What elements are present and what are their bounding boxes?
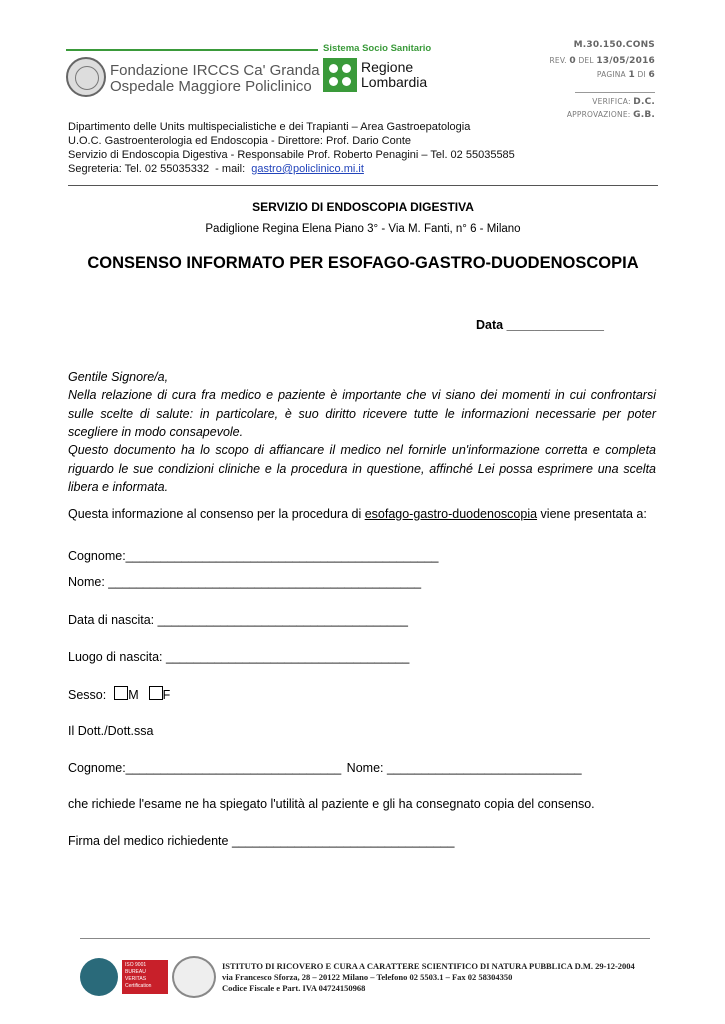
intro-paragraph1: Nella relazione di cura fra medico e paziente è importante che vi siano dei momenti in cui confrontarsi sulle scelte di salute: in particolare, è suo diritto ricevere tutte le informazioni necessarie per poter scegliere in modo consapevole. <box>68 388 656 439</box>
sex-m-label: M <box>128 688 139 702</box>
department-line3: Servizio di Endoscopia Digestiva - Responsabile Prof. Roberto Penagini – Tel. 02 55035585 <box>68 149 515 161</box>
document-title: CONSENSO INFORMATO PER ESOFAGO-GASTRO-DUODENOSCOPIA <box>87 254 639 272</box>
sex-f-checkbox[interactable] <box>149 686 163 700</box>
footer-line2: via Francesco Sforza, 28 – 20122 Milano – Telefono 02 5503.1 – Fax 02 58304350 <box>222 972 513 982</box>
header-divider <box>68 185 658 186</box>
sistema-label: Sistema Socio Sanitario <box>323 43 432 54</box>
approvazione: APPROVAZIONE: G.B. <box>566 110 655 120</box>
page-indicator: PAGINA 1 DI 6 <box>596 70 655 80</box>
fondazione-name <box>110 63 320 95</box>
accredia-logo-icon <box>80 958 118 996</box>
certification-stamp-icon <box>172 956 216 998</box>
department-line1: Dipartimento delle Units multispecialistiche e dei Trapianti – Area Gastroepatologia <box>68 121 471 133</box>
patient-nome-field[interactable]: Nome: _____________________________________________ <box>68 575 422 589</box>
date-field[interactable]: Data ______________ <box>476 318 604 332</box>
sex-m-checkbox[interactable] <box>114 686 128 700</box>
doctor-name-fields <box>68 761 582 775</box>
footer-line1: ISTITUTO DI RICOVERO E CURA A CARATTERE SCIENTIFICO DI NATURA PUBBLICA D.M. 29-12-2004 <box>222 961 635 971</box>
fondazione-line2: Ospedale Maggiore Policlinico <box>110 78 312 95</box>
department-line4: Segreteria: Tel. 02 55035332 - mail: gastro@policlinico.mi.it <box>68 163 364 175</box>
regione-line2: Lombardia <box>361 74 428 90</box>
bureau-veritas-badge: ISO 9001 BUREAU VERITAS Certification <box>122 960 168 994</box>
department-line2: U.O.C. Gastroenterologia ed Endoscopia - Direttore: Prof. Dario Conte <box>68 135 411 147</box>
service-address: Padiglione Regina Elena Piano 3° - Via M. Fanti, n° 6 - Milano <box>205 223 521 235</box>
doctor-nome-field[interactable]: Nome: ____________________________ <box>346 761 582 775</box>
header-green-rule <box>66 49 318 51</box>
consent-statement: che richiede l'esame ne ha spiegato l'utilità al paziente e gli ha consegnato copia del consenso. <box>68 797 595 811</box>
footer-divider <box>80 938 650 939</box>
verifica: VERIFICA: D.C. <box>592 97 655 107</box>
procedure-name: esofago-gastro-duodenoscopia <box>364 507 538 521</box>
fondazione-seal-icon <box>66 57 106 97</box>
greeting: Gentile Signore/a, <box>68 370 169 384</box>
presentation-paragraph: Questa informazione al consenso per la procedura di esofago-gastro-duodenoscopia viene presentata a: <box>68 507 647 521</box>
intro-paragraph2: Questo documento ha lo scopo di affiancare il medico nel fornirle un'informazione corretta e completa riguardo le sue condizioni cliniche e la procedura in questione, affinché Lei possa esprimere una scelta libera e informata. <box>68 443 656 494</box>
regione-lombardia-logo-icon <box>323 58 357 92</box>
department-info <box>68 120 515 176</box>
birth-date-field[interactable]: Data di nascita: ____________________________________ <box>68 613 408 627</box>
sex-field <box>68 686 170 702</box>
sex-f-label: F <box>162 688 171 702</box>
fondazione-line1: Fondazione IRCCS Ca' Granda <box>110 62 320 79</box>
doctor-label: Il Dott./Dott.ssa <box>68 724 154 738</box>
regione-name <box>361 60 427 90</box>
email-link[interactable]: gastro@policlinico.mi.it <box>251 163 364 175</box>
patient-cognome-field[interactable]: Cognome:_____________________________________________ <box>68 549 439 563</box>
footer-info <box>222 961 635 994</box>
doc-code: M.30.150.CONS <box>573 40 655 50</box>
revision: REV. 0 DEL 13/05/2016 <box>549 56 655 66</box>
service-title: SERVIZIO DI ENDOSCOPIA DIGESTIVA <box>252 200 474 214</box>
code-divider <box>575 92 655 93</box>
footer-line3: Codice Fiscale e Part. IVA 04724150968 <box>222 983 366 993</box>
birth-place-field[interactable]: Luogo di nascita: ___________________________________ <box>68 650 410 664</box>
doctor-cognome-field[interactable]: Cognome:_______________________________ <box>68 761 342 775</box>
doctor-signature-field[interactable]: Firma del medico richiedente ________________________________ <box>68 834 455 848</box>
regione-line1: Regione <box>361 59 414 75</box>
sex-label: Sesso: <box>68 688 107 702</box>
